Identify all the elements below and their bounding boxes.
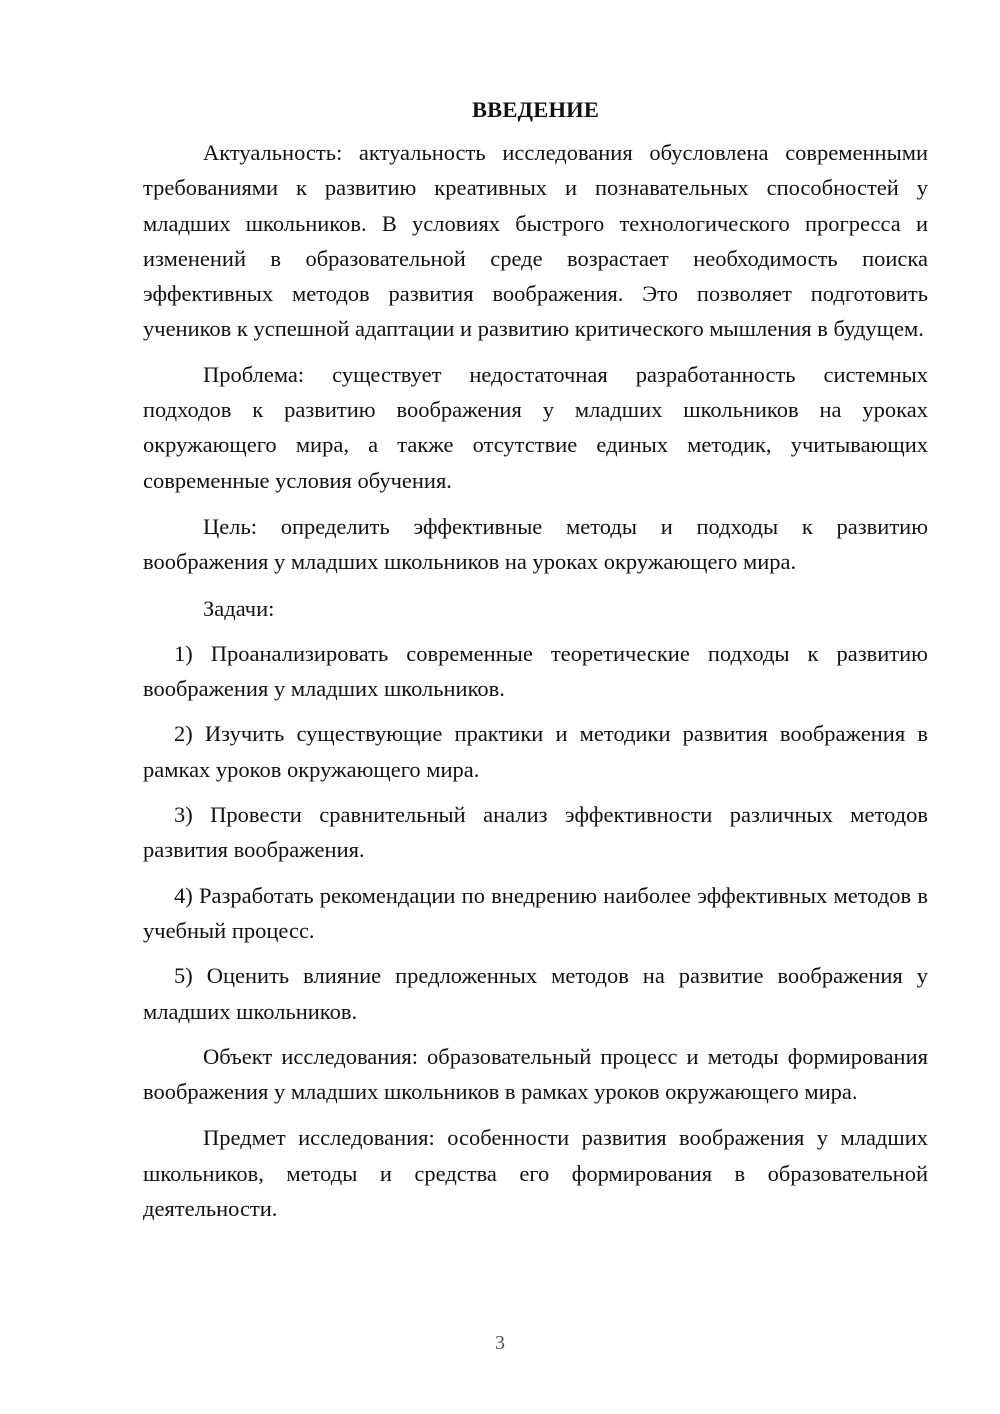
goal-paragraph: Цель: определить эффективные методы и подходы к развитию воображения у младших школьников на уроках окружающего мира.: [143, 513, 928, 575]
task-item: 1) Проанализировать современные теоретические подходы к развитию воображения у младших школьников.: [143, 640, 928, 702]
task-item: 5) Оценить влияние предложенных методов на развитие воображения у младших школьников.: [143, 963, 928, 1024]
problem-paragraph: Проблема: существует недостаточная разработанность системных подходов к развитию воображения у младших школьников на уроках окружающего мира, а также отсутствие единых методик, учитывающих современные условия обучения.: [143, 361, 928, 493]
subject-paragraph: Предмет исследования: особенности развития воображения у младших школьников, методы и средства его формирования в образовательной деятельности.: [143, 1125, 928, 1222]
task-item: 4) Разработать рекомендации по внедрению наиболее эффективных методов в учебный процесс.: [143, 882, 928, 943]
relevance-paragraph: Актуальность: актуальность исследования обусловлена современными требованиями к развитию креативных и познавательных способностей у младших школьников. В условиях быстрого технологического прогресса и изменений в образовательной среде возрастает необходимость поиска эффективных методов развития воображения. Это позволяет подготовить учеников к успешной адаптации и развитию критического мышления в будущем.: [143, 140, 928, 342]
tasks-list: [143, 636, 928, 1029]
task-item: 3) Провести сравнительный анализ эффективности различных методов развития воображения.: [143, 802, 928, 863]
page-number: 3: [495, 1332, 505, 1354]
tasks-label: Задачи:: [203, 595, 275, 621]
object-paragraph: Объект исследования: образовательный процесс и методы формирования воображения у младших школьников в рамках уроков окружающего мира.: [143, 1043, 928, 1105]
section-heading: ВВЕДЕНИЕ: [471, 97, 600, 122]
task-item: 2) Изучить существующие практики и методики развития воображения в рамках уроков окружающего мира.: [143, 721, 928, 782]
page-body: [143, 92, 928, 1226]
